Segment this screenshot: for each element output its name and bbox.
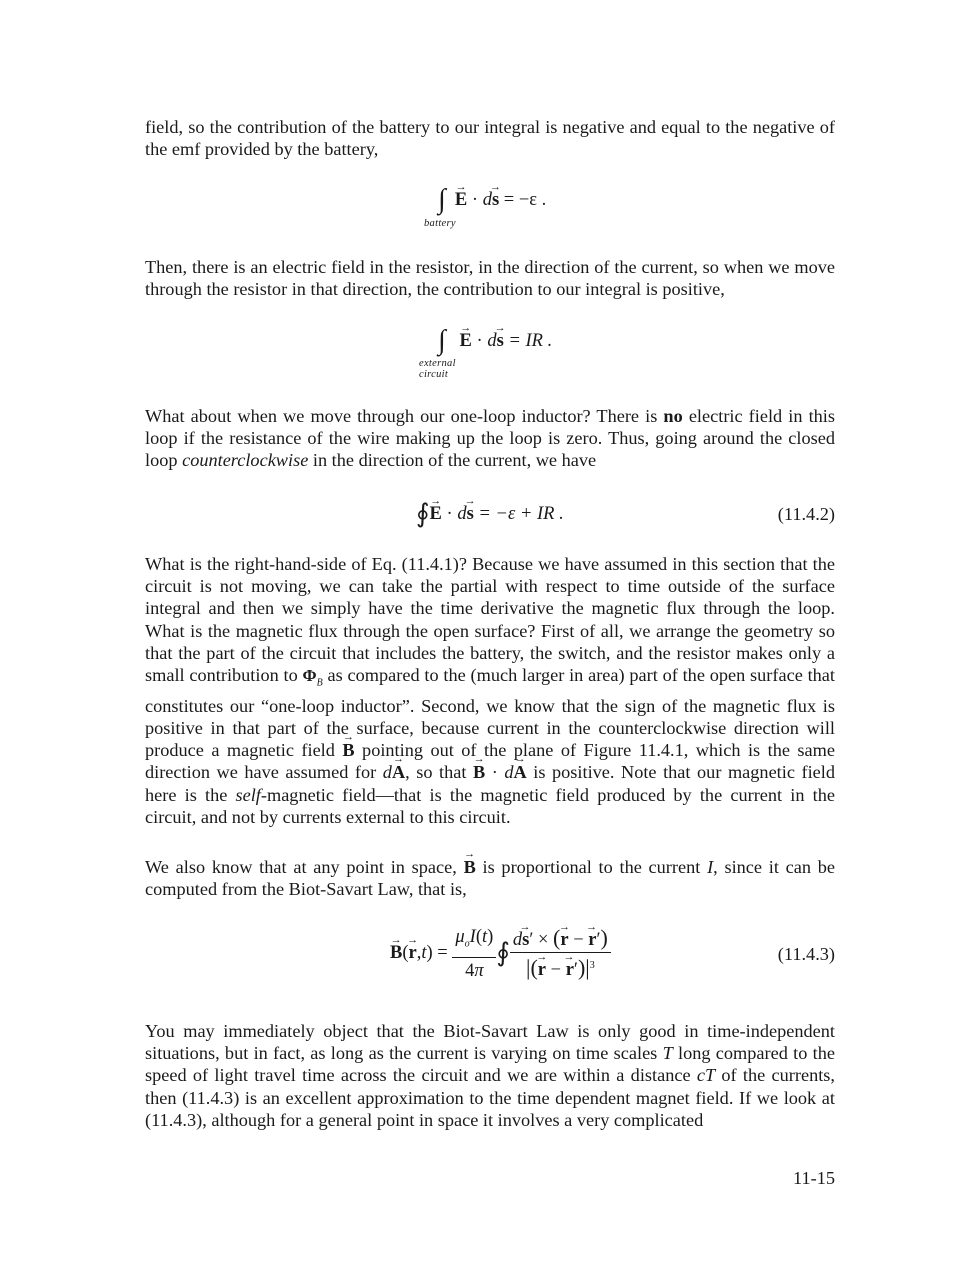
paragraph-one-loop-inductor — [145, 405, 835, 472]
contour-integral-sign: ∮ — [416, 499, 430, 528]
emphasis-ct: cT — [696, 1065, 716, 1086]
fraction-mu-over-4pi: $\frac{\mu_oI(t)}{4\pi}$ — [452, 926, 496, 982]
text-span: pointing out of the plane of Figure 11.4.1, which is the same direction we have assumed for — [145, 740, 835, 783]
text-span: long compared to the speed of light travel time across the circuit and we are within a distance — [145, 1043, 835, 1086]
text-span: of the currents, then (11.4.3) is an excellent approximation to the time dependent magnet field. If we look at (11.4.3), although for a general point in space it involves a very complicated — [145, 1065, 835, 1130]
equation-battery-integral: ∫ → E · d→ s = −ε . — [438, 186, 546, 211]
emphasis-no: no — [663, 406, 683, 426]
equation-external-rhs: = IR . — [503, 331, 553, 351]
paragraph-battery-contribution: field, so the contribution of the battery to our integral is negative and equal to the negative of the emf provided by the battery, — [145, 117, 835, 160]
emphasis-self: self — [235, 784, 261, 805]
paragraph-resistor-field: Then, there is an electric field in the resistor, in the direction of the current, so when we move through the resistor in that direction, the contribution to our integral is positive, — [145, 257, 835, 300]
equation-battery-rhs: = −ε . — [499, 190, 547, 210]
contour-integral-sign: ∮ — [496, 938, 510, 968]
equation-number-11-4-2: (11.4.2) — [777, 504, 835, 524]
emphasis-counterclockwise: counterclockwise — [182, 450, 309, 471]
text-span: , since it can be computed from the Biot-Savart Law, that is, — [145, 857, 836, 900]
text-span: We also know that at any point in space, — [145, 857, 464, 877]
text-span: What about when we move through our one-loop inductor? There is — [145, 406, 664, 426]
text-span: as compared to the (much larger in area) part of the open surface that constitutes our “one-loop inductor”. Second, we know that the sign of the magnetic flux is positive in that part of the surface, because current in the counterclockwise direction will produce a magnetic field — [145, 665, 836, 761]
paragraph-magnetic-flux: What is the right-hand-side of Eq. (11.4.1)? Because we have assumed in this section that the circuit is not moving, we can take the partial with respect to time outside of the surface integral and then we simply have the time derivative the magnetic flux through the loop. What is the magnetic flux through the open surface? First of all, we arrange the geometry so that the part of the circuit that includes the battery, the switch, and the resistor makes only a small contribution to $\Phi_B$ as compared to the (much larger in area) part of the open surface that constitutes our “one-loop inductor”. Second, we know that the sign of the magnetic flux is positive in that part of the surface, because current in the counterclockwise direction will produce a magnetic field → B pointing out of the plane of Figure 11.4.1, which is the same direction we have assumed for d→ A, so that → B · d→ A is positive. Note that our magnetic field here is the self-magnetic field—that is the magnetic field produced by the current in the circuit, and not by currents external to this circuit. — [145, 553, 835, 828]
integral-sign: ∫ — [438, 184, 446, 215]
text-span: is proportional to the current — [475, 857, 708, 877]
integral-subscript-circuit: circuit — [419, 369, 449, 380]
equation-number-11-4-3: (11.4.3) — [777, 944, 835, 964]
fraction-cross-product: $\frac{d\to s' \times (\to r - \to r')}{|(\to r - \to r')|^3}$ — [510, 927, 611, 981]
text-span: You may immediately object that the Biot-Savart Law is only good in time-independent situations, but in fact, as long as the current is varying on time scales — [145, 1021, 835, 1064]
integral-subscript-external: external — [419, 358, 456, 369]
text-span: electric field in this loop if the resistance of the wire making up the loop is zero. Thus, going around the closed loop — [145, 406, 835, 471]
paragraph-biot-savart-intro: We also know that at any point in space, → B is proportional to the current I, since it can be computed from the Biot-Savart Law, that is, — [145, 856, 835, 900]
integral-sign: ∫ — [438, 325, 446, 356]
page-number: 11-15 — [793, 1168, 835, 1188]
emphasis-current-i: I — [707, 857, 714, 877]
emphasis-t: T — [662, 1043, 673, 1064]
equation-external-circuit-integral: ∫ → E · d→ s = IR . — [438, 327, 552, 352]
equation-11-4-3-biot-savart: → B(→ r,t) = $\frac{\mu_oI(t)}{4\pi}$ ∮ $\frac{d\to s' \times (\to r - \to r')}{|(\to r - \to r')|^3}$ — [390, 926, 611, 982]
integral-subscript-battery: battery — [424, 218, 456, 229]
text-span: , so that — [405, 762, 474, 783]
text-span: What is the right-hand-side of Eq. (11.4.1)? Because we have assumed in this section that the circuit is not moving, we can take the partial with respect to time outside of the surface integral and then we simply have the time derivative the magnetic flux through the loop. What is the magnetic flux through the open surface? First of all, we arrange the geometry so that the part of the circuit that includes the battery, the switch, and the resistor makes only a small contribution to — [145, 554, 835, 686]
paragraph-time-scales — [145, 1020, 835, 1131]
text-span: is positive. Note that our magnetic field here is the — [145, 762, 835, 805]
equation-11-4-2-rhs: = −ε + IR . — [473, 504, 564, 524]
equation-11-4-2: ∮→ E · d→ s = −ε + IR . — [416, 500, 564, 525]
text-span: in the direction of the current, we have — [308, 450, 597, 471]
text-span: -magnetic field—that is the magnetic field produced by the current in the circuit, and not by currents external to this circuit. — [145, 784, 835, 827]
